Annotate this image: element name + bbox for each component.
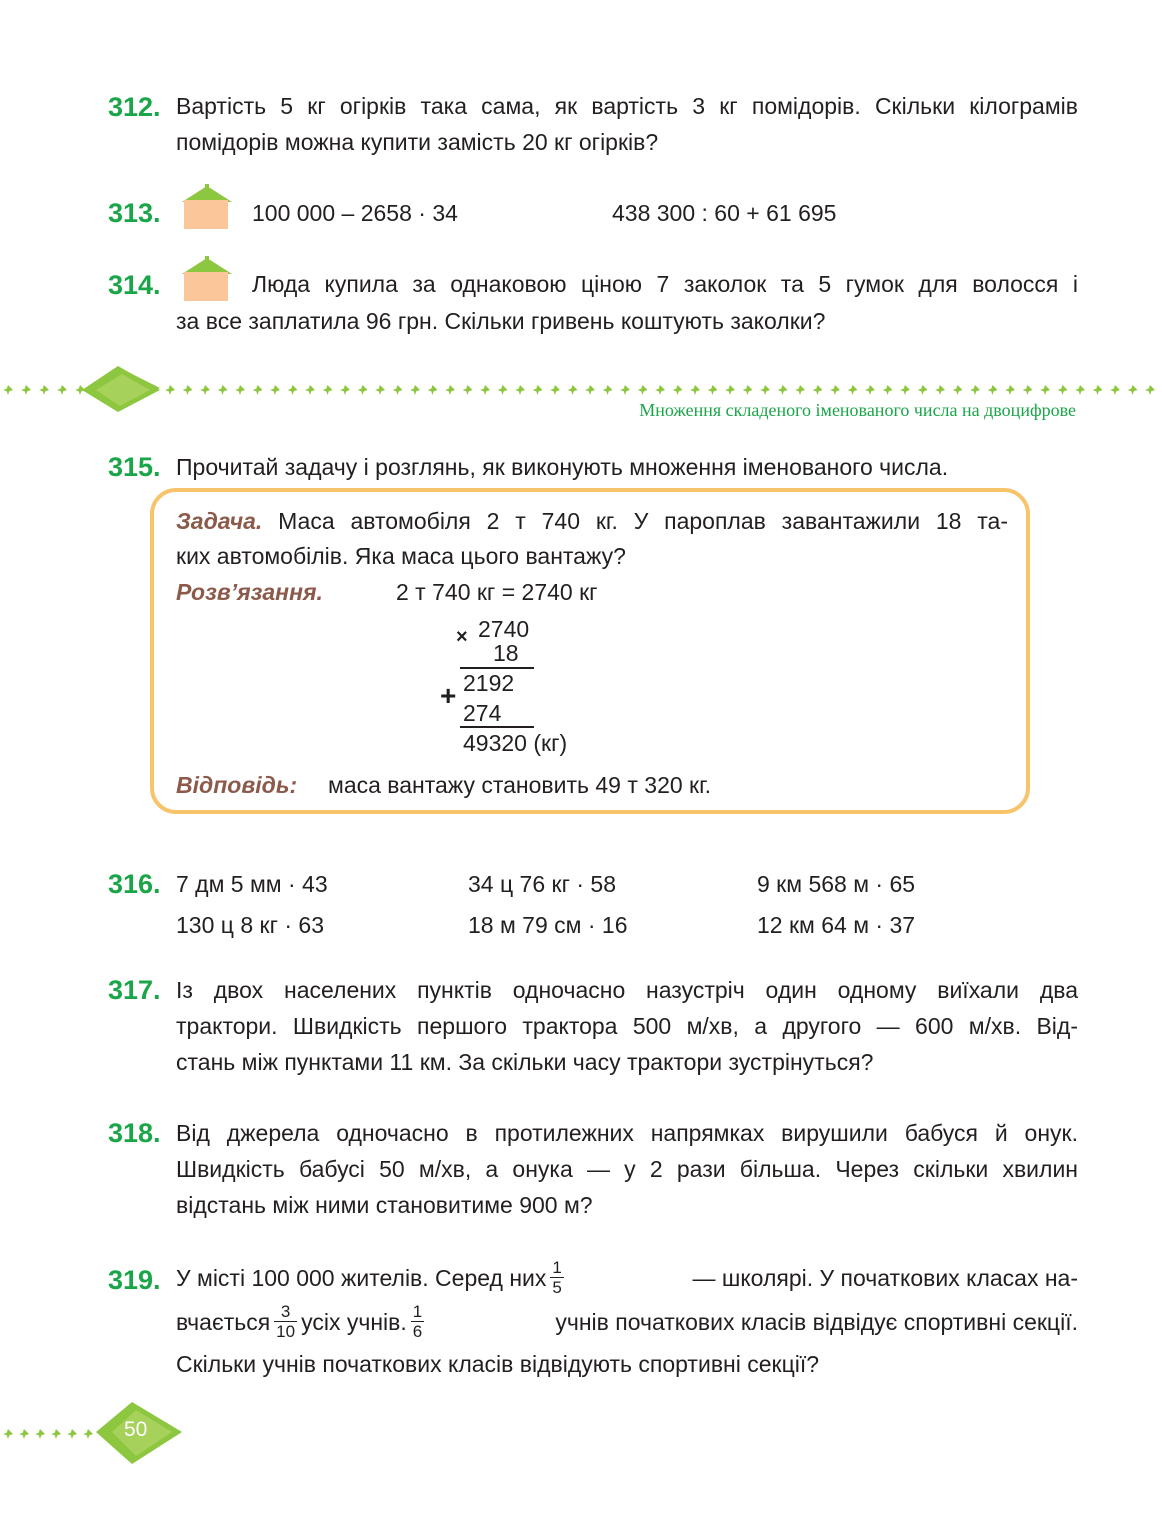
line-divider	[460, 667, 534, 669]
exercise-item: 9 км 568 м · 65	[757, 871, 916, 897]
star-decoration	[428, 385, 438, 395]
problem-number-318: 318.	[108, 1118, 161, 1148]
star-decoration	[760, 385, 770, 395]
star-decoration	[410, 385, 420, 395]
star-decoration	[655, 385, 665, 395]
task-label: Задача.	[176, 508, 263, 534]
star-decoration	[3, 385, 13, 395]
star-decoration	[67, 1429, 77, 1439]
answer-text: маса вантажу становить 49 т 320 кг.	[328, 772, 712, 798]
task-line1	[176, 503, 1008, 539]
problem-number-312: 312.	[108, 92, 161, 122]
home-icon	[178, 184, 236, 230]
star-decoration	[323, 385, 333, 395]
product	[463, 730, 567, 756]
fraction-one-sixth	[411, 1302, 424, 1341]
star-decoration	[183, 385, 193, 395]
star-decoration	[19, 1429, 29, 1439]
problem-318-line2: Швидкість бабусі 50 м/хв, а онука — у 2 рази більша. Через скільки хвилин	[176, 1156, 1078, 1182]
star-decoration	[533, 385, 543, 395]
star-decoration	[21, 385, 31, 395]
problem-317-line2: трактори. Швидкість першого трактора 500 м/хв, а другого — 600 м/хв. Від-	[176, 1013, 1078, 1039]
star-decoration	[375, 385, 385, 395]
text: У місті 100 000 жителів. Серед них	[176, 1264, 547, 1291]
star-decoration	[358, 385, 368, 395]
problem-number-315: 315.	[108, 452, 161, 482]
problem-number-319: 319.	[108, 1265, 161, 1295]
star-decoration	[235, 385, 245, 395]
star-decoration	[743, 385, 753, 395]
star-decoration	[795, 385, 805, 395]
numerator: 1	[552, 1258, 562, 1277]
star-decoration	[200, 385, 210, 395]
multiplier: 18	[493, 640, 519, 666]
denominator: 6	[412, 1322, 423, 1341]
star-decoration	[953, 385, 963, 395]
home-icon	[178, 256, 236, 302]
star-decoration	[1005, 385, 1015, 395]
star-decoration	[393, 385, 403, 395]
star-decoration	[270, 385, 280, 395]
partial-product-1: 2192	[463, 670, 515, 696]
star-decoration	[83, 1429, 93, 1439]
star-decoration	[620, 385, 630, 395]
partial-product-2: 274	[463, 700, 502, 726]
star-decoration	[708, 385, 718, 395]
star-decoration	[445, 385, 455, 395]
multiplicand: 2740	[478, 616, 530, 642]
problem-315-intro: Прочитай задачу і розглянь, як виконують множення іменованого числа.	[176, 454, 949, 480]
star-decoration	[39, 385, 49, 395]
numerator: 3	[274, 1302, 297, 1322]
star-decoration	[988, 385, 998, 395]
expression-313-b: 438 300 : 60 + 61 695	[612, 200, 837, 226]
star-decoration	[1075, 385, 1085, 395]
text: учнів початкових класів відвідує спортивні секції.	[555, 1308, 1078, 1335]
unit-conversion: 2 т 740 кг = 2740 кг	[396, 579, 598, 605]
problem-number-313: 313.	[108, 198, 161, 228]
star-decoration	[900, 385, 910, 395]
star-decoration	[340, 385, 350, 395]
star-decoration	[1040, 385, 1050, 395]
page-number: 50	[124, 1418, 148, 1441]
problem-319-line1	[176, 1258, 1078, 1297]
star-decoration	[1128, 385, 1138, 395]
task-line2: ких автомобілів. Яка маса цього вантажу?	[176, 543, 626, 569]
star-decoration	[830, 385, 840, 395]
denominator: 5	[552, 1278, 562, 1297]
star-decoration	[1058, 385, 1068, 395]
problem-number-314: 314.	[108, 270, 161, 300]
product-unit: (кг)	[533, 730, 568, 756]
multiply-sign: ×	[456, 626, 468, 648]
star-decoration	[603, 385, 613, 395]
star-decoration	[935, 385, 945, 395]
star-decoration	[305, 385, 315, 395]
star-decoration	[498, 385, 508, 395]
problem-318-line3: відстань між ними становитиме 900 м?	[176, 1192, 593, 1218]
answer-label: Відповідь:	[176, 772, 298, 798]
star-decoration	[1023, 385, 1033, 395]
exercise-item: 7 дм 5 мм · 43	[176, 871, 328, 897]
star-decoration	[883, 385, 893, 395]
problem-314-line1: Люда купила за однаковою ціною 7 заколок та 5 гумок для волосся і	[252, 271, 1078, 297]
star-decoration	[568, 385, 578, 395]
problem-312-line2: помідорів можна купити замість 20 кг огірків?	[176, 129, 659, 155]
line-divider	[460, 726, 534, 728]
product-value: 49320	[463, 730, 527, 756]
problem-314-line2: за все заплатила 96 грн. Скільки гривень коштують заколки?	[176, 308, 826, 334]
star-decoration	[1145, 385, 1155, 395]
star-decoration	[515, 385, 525, 395]
exercise-item: 18 м 79 см · 16	[468, 912, 628, 938]
star-decoration	[813, 385, 823, 395]
star-decoration	[1093, 385, 1103, 395]
star-decoration	[253, 385, 263, 395]
fraction-three-tenths	[274, 1302, 297, 1341]
star-decoration	[51, 1429, 61, 1439]
problem-317-line1: Із двох населених пунктів одночасно назустріч один одному виїхали два	[176, 977, 1078, 1003]
star-decoration	[218, 385, 228, 395]
star-decoration	[865, 385, 875, 395]
star-decoration	[550, 385, 560, 395]
expression-313-a: 100 000 – 2658 · 34	[252, 200, 458, 226]
star-decoration	[673, 385, 683, 395]
star-decoration	[57, 385, 67, 395]
star-decoration	[288, 385, 298, 395]
text: усіх учнів.	[301, 1308, 407, 1335]
numerator: 1	[412, 1302, 423, 1321]
text: вчається	[176, 1308, 271, 1335]
problem-number-317: 317.	[108, 975, 161, 1005]
problem-317-line3: стань між пунктами 11 км. За скільки часу трактори зустрінуться?	[176, 1049, 874, 1075]
text: — школярі. У початкових класах на-	[692, 1264, 1078, 1291]
problem-319-line2	[176, 1302, 1078, 1341]
page-number-badge	[0, 1398, 200, 1468]
section-title: Множення складеного іменованого числа на двоцифрове	[639, 400, 1076, 420]
star-decoration	[585, 385, 595, 395]
problem-318-line1: Від джерела одночасно в протилежних напрямках вирушили бабуся й онук.	[176, 1120, 1078, 1146]
star-decoration	[918, 385, 928, 395]
star-decoration	[480, 385, 490, 395]
star-decoration	[970, 385, 980, 395]
plus-sign: +	[440, 680, 457, 711]
problem-312-line1: Вартість 5 кг огірків така сама, як вартість 3 кг помідорів. Скільки кілограмів	[176, 93, 1078, 119]
solution-label: Розв’язання.	[176, 579, 323, 605]
exercise-item: 12 км 64 м · 37	[757, 912, 916, 938]
star-decoration	[3, 1429, 13, 1439]
task-text-1: Маса автомобіля 2 т 740 кг. У пароплав завантажили 18 та-	[278, 508, 1009, 534]
problem-number-316: 316.	[108, 869, 161, 899]
problem-319-line3: Скільки учнів початкових класів відвідують спортивні секції?	[176, 1351, 820, 1377]
star-decoration	[778, 385, 788, 395]
star-decoration	[35, 1429, 45, 1439]
star-decoration	[725, 385, 735, 395]
star-decoration	[165, 385, 175, 395]
star-decoration	[1110, 385, 1120, 395]
star-decoration	[690, 385, 700, 395]
star-decoration	[638, 385, 648, 395]
denominator: 10	[276, 1322, 296, 1341]
star-decoration	[463, 385, 473, 395]
exercise-item: 34 ц 76 кг · 58	[468, 871, 616, 897]
exercise-item: 130 ц 8 кг · 63	[176, 912, 324, 938]
star-decoration	[75, 385, 85, 395]
star-decoration	[848, 385, 858, 395]
fraction-one-fifth	[550, 1258, 563, 1297]
